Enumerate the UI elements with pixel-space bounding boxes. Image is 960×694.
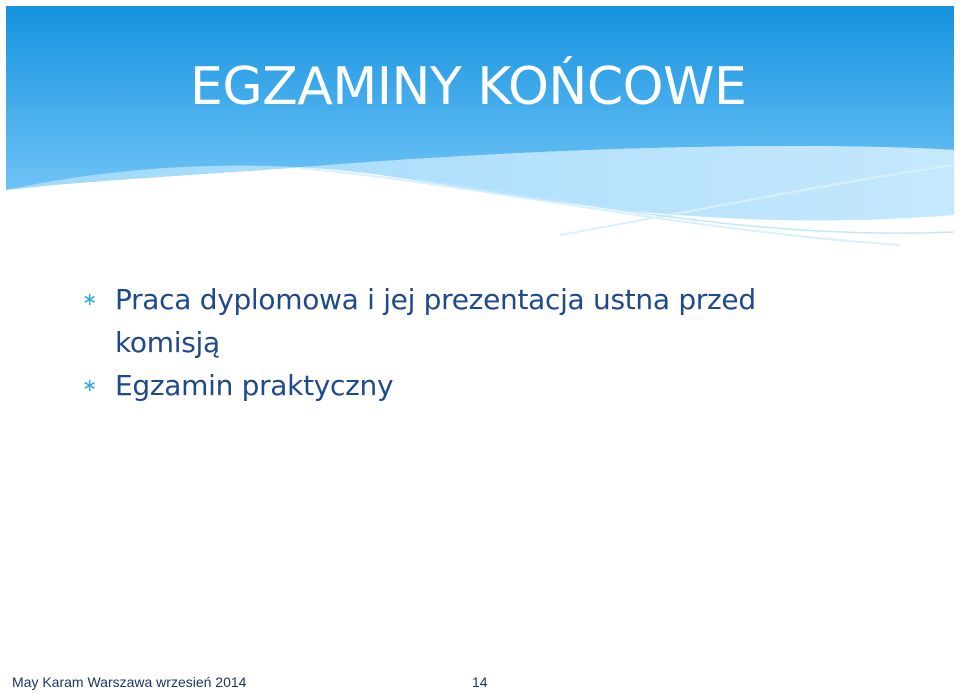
bullet-item <box>82 278 842 364</box>
bullet-text: Egzamin praktyczny <box>115 369 394 402</box>
slide-title: EGZAMINY KOŃCOWE <box>190 57 747 117</box>
bullet-item <box>82 364 842 407</box>
bullet-text: Praca dyplomowa i jej prezentacja ustna przed komisją <box>115 283 756 359</box>
bullet-list <box>82 278 842 407</box>
header-background <box>0 0 960 270</box>
asterisk-bullet-icon: ∗ <box>82 375 97 396</box>
page-number: 14 <box>472 674 488 690</box>
asterisk-bullet-icon: ∗ <box>82 289 97 310</box>
footer-author: May Karam Warszawa wrzesień 2014 <box>12 674 247 690</box>
